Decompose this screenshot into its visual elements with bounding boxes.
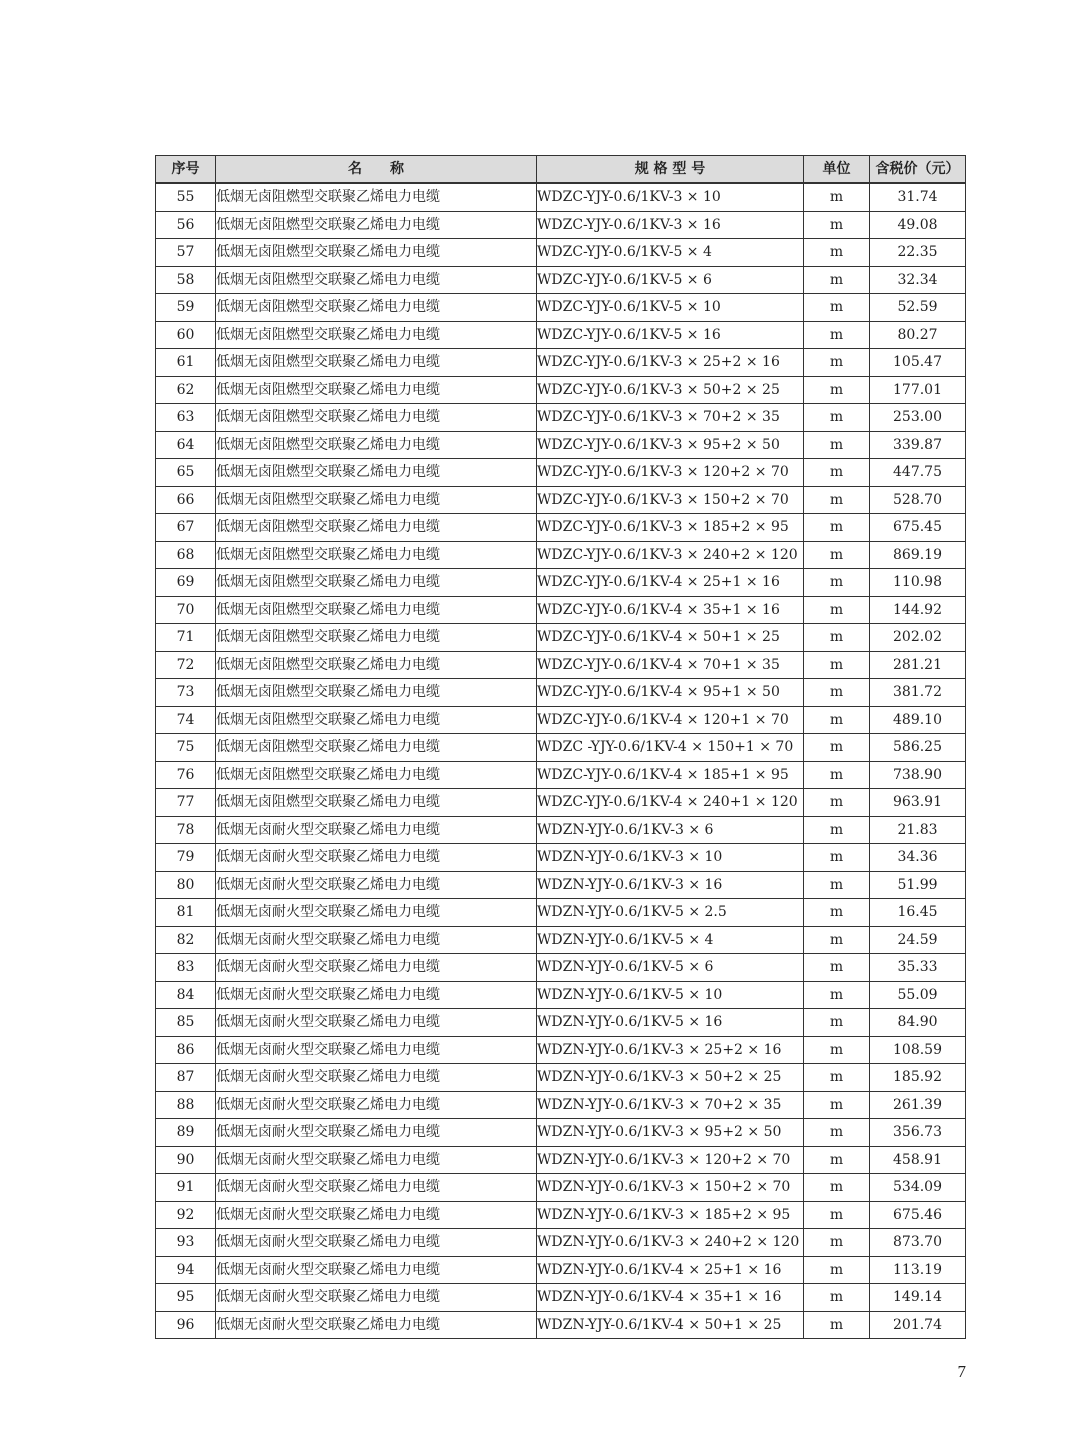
table-row xyxy=(156,1036,966,1064)
cell-spec: WDZN-YJY-0.6/1KV-3 × 150+2 × 70 xyxy=(537,1174,804,1202)
table-row xyxy=(156,624,966,652)
cell-name: 低烟无卤耐火型交联聚乙烯电力电缆 xyxy=(216,871,537,899)
cell-name: 低烟无卤阻燃型交联聚乙烯电力电缆 xyxy=(216,431,537,459)
cell-price: 177.01 xyxy=(870,376,966,404)
cell-spec: WDZC-YJY-0.6/1KV-4 × 240+1 × 120 xyxy=(537,789,804,817)
cell-no: 92 xyxy=(156,1201,216,1229)
table-row xyxy=(156,1146,966,1174)
cell-spec: WDZN-YJY-0.6/1KV-5 × 4 xyxy=(537,926,804,954)
cell-unit: m xyxy=(804,624,870,652)
table-row xyxy=(156,1174,966,1202)
cell-price: 528.70 xyxy=(870,486,966,514)
cell-spec: WDZN-YJY-0.6/1KV-3 × 6 xyxy=(537,816,804,844)
cell-name: 低烟无卤阻燃型交联聚乙烯电力电缆 xyxy=(216,459,537,487)
table-row xyxy=(156,1284,966,1312)
cell-price: 185.92 xyxy=(870,1064,966,1092)
cell-unit: m xyxy=(804,926,870,954)
cell-price: 253.00 xyxy=(870,404,966,432)
cell-spec: WDZC-YJY-0.6/1KV-4 × 185+1 × 95 xyxy=(537,761,804,789)
cell-spec: WDZC-YJY-0.6/1KV-3 × 50+2 × 25 xyxy=(537,376,804,404)
table-row xyxy=(156,1201,966,1229)
cell-no: 72 xyxy=(156,651,216,679)
cell-name: 低烟无卤阻燃型交联聚乙烯电力电缆 xyxy=(216,404,537,432)
cell-spec: WDZC-YJY-0.6/1KV-4 × 50+1 × 25 xyxy=(537,624,804,652)
cell-spec: WDZN-YJY-0.6/1KV-3 × 50+2 × 25 xyxy=(537,1064,804,1092)
table-row xyxy=(156,816,966,844)
cell-unit: m xyxy=(804,1284,870,1312)
cell-name: 低烟无卤耐火型交联聚乙烯电力电缆 xyxy=(216,1256,537,1284)
cell-unit: m xyxy=(804,679,870,707)
cell-spec: WDZN-YJY-0.6/1KV-4 × 25+1 × 16 xyxy=(537,1256,804,1284)
cell-spec: WDZC -YJY-0.6/1KV-4 × 150+1 × 70 xyxy=(537,734,804,762)
table-row xyxy=(156,514,966,542)
cell-unit: m xyxy=(804,211,870,239)
cell-name: 低烟无卤耐火型交联聚乙烯电力电缆 xyxy=(216,954,537,982)
table-row xyxy=(156,211,966,239)
cell-unit: m xyxy=(804,844,870,872)
cell-no: 95 xyxy=(156,1284,216,1312)
cell-price: 458.91 xyxy=(870,1146,966,1174)
cell-no: 59 xyxy=(156,294,216,322)
cell-spec: WDZC-YJY-0.6/1KV-3 × 240+2 × 120 xyxy=(537,541,804,569)
cell-price: 586.25 xyxy=(870,734,966,762)
cell-spec: WDZN-YJY-0.6/1KV-3 × 240+2 × 120 xyxy=(537,1229,804,1257)
table-row xyxy=(156,926,966,954)
cell-no: 57 xyxy=(156,239,216,267)
cell-no: 87 xyxy=(156,1064,216,1092)
cell-unit: m xyxy=(804,761,870,789)
table-row xyxy=(156,486,966,514)
cell-unit: m xyxy=(804,459,870,487)
cell-no: 84 xyxy=(156,981,216,1009)
cell-no: 85 xyxy=(156,1009,216,1037)
cell-spec: WDZC-YJY-0.6/1KV-3 × 120+2 × 70 xyxy=(537,459,804,487)
cell-no: 80 xyxy=(156,871,216,899)
cell-spec: WDZC-YJY-0.6/1KV-3 × 95+2 × 50 xyxy=(537,431,804,459)
cell-no: 63 xyxy=(156,404,216,432)
table-row xyxy=(156,294,966,322)
cell-no: 74 xyxy=(156,706,216,734)
cell-spec: WDZN-YJY-0.6/1KV-3 × 10 xyxy=(537,844,804,872)
header-row xyxy=(156,156,966,184)
cell-price: 49.08 xyxy=(870,211,966,239)
cell-no: 64 xyxy=(156,431,216,459)
table-row xyxy=(156,871,966,899)
cell-unit: m xyxy=(804,266,870,294)
table-row xyxy=(156,404,966,432)
table-row xyxy=(156,321,966,349)
table-row xyxy=(156,1009,966,1037)
cell-name: 低烟无卤阻燃型交联聚乙烯电力电缆 xyxy=(216,321,537,349)
cell-no: 65 xyxy=(156,459,216,487)
cell-price: 381.72 xyxy=(870,679,966,707)
table-row xyxy=(156,1311,966,1339)
cell-spec: WDZC-YJY-0.6/1KV-5 × 6 xyxy=(537,266,804,294)
header-name: 名 称 xyxy=(216,156,537,184)
table-row xyxy=(156,569,966,597)
cell-name: 低烟无卤耐火型交联聚乙烯电力电缆 xyxy=(216,1009,537,1037)
cell-unit: m xyxy=(804,1201,870,1229)
cell-no: 75 xyxy=(156,734,216,762)
cell-price: 22.35 xyxy=(870,239,966,267)
cell-name: 低烟无卤耐火型交联聚乙烯电力电缆 xyxy=(216,926,537,954)
cell-spec: WDZC-YJY-0.6/1KV-3 × 150+2 × 70 xyxy=(537,486,804,514)
cell-no: 89 xyxy=(156,1119,216,1147)
cell-name: 低烟无卤阻燃型交联聚乙烯电力电缆 xyxy=(216,541,537,569)
table-row xyxy=(156,651,966,679)
table-row xyxy=(156,239,966,267)
cell-no: 93 xyxy=(156,1229,216,1257)
cell-unit: m xyxy=(804,404,870,432)
cell-no: 77 xyxy=(156,789,216,817)
cell-price: 339.87 xyxy=(870,431,966,459)
cell-name: 低烟无卤耐火型交联聚乙烯电力电缆 xyxy=(216,1064,537,1092)
table-body xyxy=(156,183,966,1339)
table-row xyxy=(156,761,966,789)
table-row xyxy=(156,981,966,1009)
cell-no: 83 xyxy=(156,954,216,982)
table-row xyxy=(156,541,966,569)
cell-unit: m xyxy=(804,486,870,514)
cell-spec: WDZC-YJY-0.6/1KV-5 × 16 xyxy=(537,321,804,349)
cell-price: 201.74 xyxy=(870,1311,966,1339)
cell-name: 低烟无卤阻燃型交联聚乙烯电力电缆 xyxy=(216,706,537,734)
cell-unit: m xyxy=(804,1174,870,1202)
cell-price: 149.14 xyxy=(870,1284,966,1312)
cell-name: 低烟无卤阻燃型交联聚乙烯电力电缆 xyxy=(216,211,537,239)
cell-unit: m xyxy=(804,376,870,404)
cell-spec: WDZC-YJY-0.6/1KV-5 × 10 xyxy=(537,294,804,322)
cell-no: 91 xyxy=(156,1174,216,1202)
table-row xyxy=(156,431,966,459)
cell-name: 低烟无卤耐火型交联聚乙烯电力电缆 xyxy=(216,1174,537,1202)
cell-price: 105.47 xyxy=(870,349,966,377)
cell-no: 62 xyxy=(156,376,216,404)
cell-name: 低烟无卤耐火型交联聚乙烯电力电缆 xyxy=(216,1146,537,1174)
cell-price: 873.70 xyxy=(870,1229,966,1257)
cell-price: 675.45 xyxy=(870,514,966,542)
header-spec: 规 格 型 号 xyxy=(537,156,804,184)
cell-name: 低烟无卤阻燃型交联聚乙烯电力电缆 xyxy=(216,239,537,267)
table-row xyxy=(156,899,966,927)
table-row xyxy=(156,596,966,624)
cell-unit: m xyxy=(804,789,870,817)
cell-unit: m xyxy=(804,239,870,267)
cell-no: 55 xyxy=(156,183,216,211)
cell-unit: m xyxy=(804,816,870,844)
cell-no: 56 xyxy=(156,211,216,239)
cell-name: 低烟无卤耐火型交联聚乙烯电力电缆 xyxy=(216,816,537,844)
cell-no: 79 xyxy=(156,844,216,872)
cell-no: 81 xyxy=(156,899,216,927)
cell-spec: WDZC-YJY-0.6/1KV-4 × 70+1 × 35 xyxy=(537,651,804,679)
cell-unit: m xyxy=(804,734,870,762)
cell-price: 34.36 xyxy=(870,844,966,872)
cell-price: 447.75 xyxy=(870,459,966,487)
cell-no: 88 xyxy=(156,1091,216,1119)
cell-no: 94 xyxy=(156,1256,216,1284)
cell-spec: WDZC-YJY-0.6/1KV-3 × 25+2 × 16 xyxy=(537,349,804,377)
cell-unit: m xyxy=(804,1119,870,1147)
cell-spec: WDZN-YJY-0.6/1KV-3 × 120+2 × 70 xyxy=(537,1146,804,1174)
cell-unit: m xyxy=(804,294,870,322)
cell-unit: m xyxy=(804,1036,870,1064)
cell-unit: m xyxy=(804,1009,870,1037)
cell-spec: WDZC-YJY-0.6/1KV-4 × 95+1 × 50 xyxy=(537,679,804,707)
cell-spec: WDZN-YJY-0.6/1KV-3 × 16 xyxy=(537,871,804,899)
cell-name: 低烟无卤耐火型交联聚乙烯电力电缆 xyxy=(216,1201,537,1229)
cell-unit: m xyxy=(804,596,870,624)
cell-price: 261.39 xyxy=(870,1091,966,1119)
header-no: 序号 xyxy=(156,156,216,184)
cell-price: 281.21 xyxy=(870,651,966,679)
cell-unit: m xyxy=(804,1256,870,1284)
cell-price: 202.02 xyxy=(870,624,966,652)
cell-unit: m xyxy=(804,1311,870,1339)
cell-spec: WDZN-YJY-0.6/1KV-3 × 70+2 × 35 xyxy=(537,1091,804,1119)
cell-unit: m xyxy=(804,1146,870,1174)
cell-no: 78 xyxy=(156,816,216,844)
cell-unit: m xyxy=(804,651,870,679)
table-row xyxy=(156,789,966,817)
cell-no: 71 xyxy=(156,624,216,652)
cell-spec: WDZC-YJY-0.6/1KV-3 × 185+2 × 95 xyxy=(537,514,804,542)
cell-price: 55.09 xyxy=(870,981,966,1009)
cell-name: 低烟无卤耐火型交联聚乙烯电力电缆 xyxy=(216,1311,537,1339)
cell-spec: WDZN-YJY-0.6/1KV-5 × 2.5 xyxy=(537,899,804,927)
cell-price: 84.90 xyxy=(870,1009,966,1037)
cell-name: 低烟无卤阻燃型交联聚乙烯电力电缆 xyxy=(216,569,537,597)
cell-spec: WDZC-YJY-0.6/1KV-5 × 4 xyxy=(537,239,804,267)
cell-name: 低烟无卤阻燃型交联聚乙烯电力电缆 xyxy=(216,349,537,377)
table-row xyxy=(156,706,966,734)
header-unit: 单位 xyxy=(804,156,870,184)
cell-unit: m xyxy=(804,954,870,982)
cell-unit: m xyxy=(804,321,870,349)
cell-unit: m xyxy=(804,349,870,377)
cell-name: 低烟无卤阻燃型交联聚乙烯电力电缆 xyxy=(216,624,537,652)
cell-name: 低烟无卤阻燃型交联聚乙烯电力电缆 xyxy=(216,596,537,624)
cell-spec: WDZC-YJY-0.6/1KV-3 × 70+2 × 35 xyxy=(537,404,804,432)
cell-no: 90 xyxy=(156,1146,216,1174)
cell-name: 低烟无卤耐火型交联聚乙烯电力电缆 xyxy=(216,899,537,927)
cell-spec: WDZN-YJY-0.6/1KV-3 × 25+2 × 16 xyxy=(537,1036,804,1064)
cell-unit: m xyxy=(804,981,870,1009)
cell-name: 低烟无卤阻燃型交联聚乙烯电力电缆 xyxy=(216,789,537,817)
cell-no: 86 xyxy=(156,1036,216,1064)
cell-price: 16.45 xyxy=(870,899,966,927)
cell-unit: m xyxy=(804,1229,870,1257)
cell-price: 31.74 xyxy=(870,183,966,211)
cell-spec: WDZC-YJY-0.6/1KV-3 × 10 xyxy=(537,183,804,211)
cell-price: 675.46 xyxy=(870,1201,966,1229)
cell-name: 低烟无卤阻燃型交联聚乙烯电力电缆 xyxy=(216,376,537,404)
cell-unit: m xyxy=(804,514,870,542)
cell-no: 96 xyxy=(156,1311,216,1339)
header-price: 含税价（元） xyxy=(870,156,966,184)
cell-price: 113.19 xyxy=(870,1256,966,1284)
cell-name: 低烟无卤耐火型交联聚乙烯电力电缆 xyxy=(216,1119,537,1147)
table-row xyxy=(156,459,966,487)
cell-unit: m xyxy=(804,871,870,899)
cell-no: 61 xyxy=(156,349,216,377)
cell-unit: m xyxy=(804,899,870,927)
cell-price: 489.10 xyxy=(870,706,966,734)
table-row xyxy=(156,1229,966,1257)
table-row xyxy=(156,1119,966,1147)
cell-no: 68 xyxy=(156,541,216,569)
cell-name: 低烟无卤耐火型交联聚乙烯电力电缆 xyxy=(216,1091,537,1119)
cell-name: 低烟无卤阻燃型交联聚乙烯电力电缆 xyxy=(216,486,537,514)
cell-price: 80.27 xyxy=(870,321,966,349)
cell-no: 70 xyxy=(156,596,216,624)
cell-spec: WDZN-YJY-0.6/1KV-4 × 50+1 × 25 xyxy=(537,1311,804,1339)
table-header xyxy=(156,156,966,184)
cell-price: 534.09 xyxy=(870,1174,966,1202)
table-row xyxy=(156,1064,966,1092)
cell-price: 52.59 xyxy=(870,294,966,322)
price-table xyxy=(155,155,966,1339)
cell-no: 69 xyxy=(156,569,216,597)
cell-no: 67 xyxy=(156,514,216,542)
cell-name: 低烟无卤阻燃型交联聚乙烯电力电缆 xyxy=(216,294,537,322)
cell-price: 51.99 xyxy=(870,871,966,899)
cell-no: 60 xyxy=(156,321,216,349)
cell-name: 低烟无卤阻燃型交联聚乙烯电力电缆 xyxy=(216,651,537,679)
cell-no: 82 xyxy=(156,926,216,954)
cell-price: 35.33 xyxy=(870,954,966,982)
table-row xyxy=(156,349,966,377)
cell-unit: m xyxy=(804,1091,870,1119)
cell-no: 76 xyxy=(156,761,216,789)
table-row xyxy=(156,734,966,762)
cell-price: 963.91 xyxy=(870,789,966,817)
cell-spec: WDZN-YJY-0.6/1KV-3 × 185+2 × 95 xyxy=(537,1201,804,1229)
cell-price: 144.92 xyxy=(870,596,966,624)
cell-price: 108.59 xyxy=(870,1036,966,1064)
cell-spec: WDZC-YJY-0.6/1KV-3 × 16 xyxy=(537,211,804,239)
cell-name: 低烟无卤耐火型交联聚乙烯电力电缆 xyxy=(216,981,537,1009)
cell-unit: m xyxy=(804,431,870,459)
cell-name: 低烟无卤阻燃型交联聚乙烯电力电缆 xyxy=(216,734,537,762)
cell-spec: WDZC-YJY-0.6/1KV-4 × 25+1 × 16 xyxy=(537,569,804,597)
cell-spec: WDZN-YJY-0.6/1KV-5 × 16 xyxy=(537,1009,804,1037)
cell-name: 低烟无卤阻燃型交联聚乙烯电力电缆 xyxy=(216,183,537,211)
table-row xyxy=(156,266,966,294)
table-row xyxy=(156,679,966,707)
cell-unit: m xyxy=(804,569,870,597)
page-number: 7 xyxy=(957,1362,966,1381)
table-row xyxy=(156,844,966,872)
cell-name: 低烟无卤阻燃型交联聚乙烯电力电缆 xyxy=(216,514,537,542)
cell-name: 低烟无卤耐火型交联聚乙烯电力电缆 xyxy=(216,1036,537,1064)
cell-price: 32.34 xyxy=(870,266,966,294)
cell-unit: m xyxy=(804,706,870,734)
cell-spec: WDZN-YJY-0.6/1KV-3 × 95+2 × 50 xyxy=(537,1119,804,1147)
cell-spec: WDZN-YJY-0.6/1KV-4 × 35+1 × 16 xyxy=(537,1284,804,1312)
table-row xyxy=(156,183,966,211)
cell-price: 24.59 xyxy=(870,926,966,954)
cell-spec: WDZC-YJY-0.6/1KV-4 × 35+1 × 16 xyxy=(537,596,804,624)
cell-spec: WDZC-YJY-0.6/1KV-4 × 120+1 × 70 xyxy=(537,706,804,734)
cell-price: 738.90 xyxy=(870,761,966,789)
cell-name: 低烟无卤阻燃型交联聚乙烯电力电缆 xyxy=(216,761,537,789)
cell-name: 低烟无卤耐火型交联聚乙烯电力电缆 xyxy=(216,844,537,872)
cell-name: 低烟无卤阻燃型交联聚乙烯电力电缆 xyxy=(216,679,537,707)
cell-spec: WDZN-YJY-0.6/1KV-5 × 10 xyxy=(537,981,804,1009)
cell-price: 21.83 xyxy=(870,816,966,844)
table-row xyxy=(156,376,966,404)
cell-name: 低烟无卤耐火型交联聚乙烯电力电缆 xyxy=(216,1229,537,1257)
cell-price: 110.98 xyxy=(870,569,966,597)
cell-name: 低烟无卤阻燃型交联聚乙烯电力电缆 xyxy=(216,266,537,294)
cell-unit: m xyxy=(804,1064,870,1092)
cell-price: 356.73 xyxy=(870,1119,966,1147)
cell-no: 73 xyxy=(156,679,216,707)
table-row xyxy=(156,1091,966,1119)
table-row xyxy=(156,954,966,982)
cell-no: 66 xyxy=(156,486,216,514)
cell-price: 869.19 xyxy=(870,541,966,569)
cell-unit: m xyxy=(804,183,870,211)
cell-spec: WDZN-YJY-0.6/1KV-5 × 6 xyxy=(537,954,804,982)
cell-name: 低烟无卤耐火型交联聚乙烯电力电缆 xyxy=(216,1284,537,1312)
cell-no: 58 xyxy=(156,266,216,294)
table-row xyxy=(156,1256,966,1284)
cell-unit: m xyxy=(804,541,870,569)
